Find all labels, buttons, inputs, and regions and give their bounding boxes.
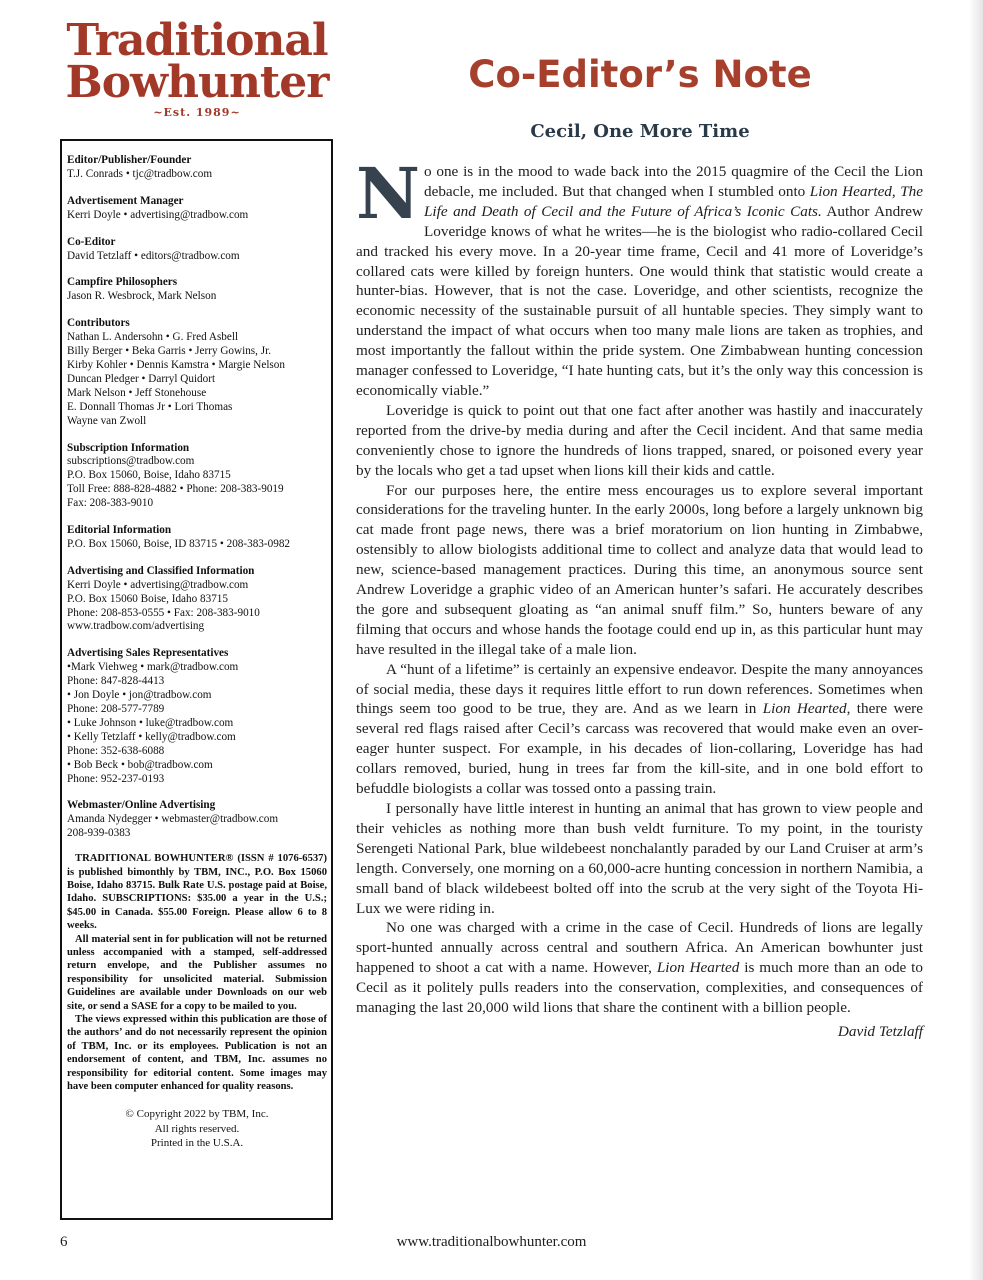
masthead-line: Nathan L. Andersohn • G. Fred Asbell: [67, 331, 239, 344]
masthead-line: Phone: 208-577-7789: [67, 703, 165, 715]
masthead-heading: Editorial Information: [67, 524, 172, 537]
masthead-line: Toll Free: 888-828-4882 • Phone: 208-383-9019: [67, 483, 284, 496]
author-signature: David Tetzlaff: [837, 1022, 923, 1040]
masthead-section: [67, 442, 327, 512]
article-paragraph: [356, 152, 923, 401]
footer-url: www.traditionalbowhunter.com: [396, 1234, 587, 1250]
masthead-section: [67, 276, 327, 304]
masthead-heading: Subscription Information: [67, 441, 190, 454]
masthead-heading: Campfire Philosophers: [67, 276, 178, 289]
masthead-heading: Advertising and Classified Information: [67, 564, 255, 577]
masthead-section: [67, 565, 327, 635]
article-paragraph: [356, 660, 923, 799]
paragraph-text: is much more than an ode to Cecil as it politely pulls readers into the conservation, complexities, and consequences of managing the last 20,000 wild lions that share the continent with a billion people.: [356, 959, 923, 1017]
masthead-heading: Editor/Publisher/Founder: [67, 154, 192, 166]
masthead-line: www.tradbow.com/advertising: [67, 620, 205, 633]
masthead-line: Mark Nelson • Jeff Stonehouse: [67, 386, 207, 399]
page-title: Co-Editor’s Note: [468, 53, 812, 96]
masthead-line: P.O. Box 15060 Boise, Idaho 83715: [67, 592, 228, 605]
masthead-section: [67, 236, 327, 264]
masthead-line: • Kelly Tetzlaff • kelly@tradbow.com: [67, 730, 236, 743]
masthead-line: David Tetzlaff • editors@tradbow.com: [67, 249, 240, 262]
page-edge-shadow: [969, 0, 983, 1280]
legal-paragraph: The views expressed within this publication are those of the authors’ and do not necessarily represent the opinion of TBM, Inc. or its employees. Publication is not an endorsement of content, and TBM, Inc. assumes no responsibility for editorial content. Some images may have been computer enhanced for quality reasons.: [67, 1014, 327, 1093]
copyright-notice: [67, 1107, 327, 1150]
masthead-line: Duncan Pledger • Darryl Quidort: [67, 372, 216, 385]
book-title: Lion Hearted: [656, 959, 740, 977]
paragraph-text: o one is in the mood to wade back into the 2015 quagmire of the Cecil the Lion debacle, me included. But that changed when I stumbled onto: [423, 163, 923, 200]
masthead-section: [67, 799, 327, 841]
paragraph-text: Author Andrew Loveridge knows of what he writes—he is the biologist who radio-collared Cecil and tracked his every move. In a 20-year time frame, Cecil and 41 more of Loveridge’s collared cats were killed by foreign hunters. One would think that statistic would create a hunter-bias. However, that is not the case. Loveridge, and other scientists, recognize the economic necessity of the sustainable pursuit of all huntable species. They simply want to understand the impact of what occurs when too many male lions are taken as trophies, and most importantly the fallout within the pride system. One Zimbabwean hunting concession manager confessed to Loveridge, “I hate hunting cats, but it’s the only way this concession is economically viable.”: [356, 202, 923, 399]
masthead-line: Kerri Doyle • advertising@tradbow.com: [67, 578, 249, 591]
article-paragraph: [356, 918, 923, 1018]
masthead-line: T.J. Conrads • tjc@tradbow.com: [67, 167, 213, 180]
masthead-section: [67, 524, 327, 552]
logo-line-1: Traditional: [66, 15, 328, 66]
article-paragraph: I personally have little interest in hunting an animal that has grown to view people and their vehicles as nothing more than bush veldt furniture. To my point, in the touristy Serengeti National Park, blue wildebeest nonchalantly paraded by our Land Cruiser at arm’s length. Conversely, one morning on a 60,000-acre hunting concession in northern Namibia, a small band of black wildebeest bolted off into the scrub at the very sight of the Toyota Hi-Lux we were riding in.: [356, 800, 923, 917]
article-paragraph: Loveridge is quick to point out that one fact after another was hastily and inaccurately reported from the drive-by media during and after the Cecil incident. And that same media conveniently chose to ignore the hundreds of lions trapped, snared, or poisoned every year by the locals who get a tad upset when lions kill their kids and cattle.: [356, 401, 923, 479]
masthead-line: subscriptions@tradbow.com: [67, 455, 195, 468]
masthead-section: [67, 195, 327, 223]
copyright-line: All rights reserved.: [154, 1122, 240, 1135]
masthead-line: • Luke Johnson • luke@tradbow.com: [67, 716, 234, 729]
masthead-line: P.O. Box 15060, Boise, ID 83715 • 208-383-0982: [67, 537, 291, 550]
masthead-heading: Co-Editor: [67, 235, 116, 248]
masthead-heading: Webmaster/Online Advertising: [67, 799, 216, 812]
masthead-heading: Advertising Sales Representatives: [67, 647, 229, 660]
masthead-line: Phone: 847-828-4413: [67, 675, 165, 688]
masthead-line: •Mark Viehweg • mark@tradbow.com: [67, 661, 239, 674]
copyright-line: Printed in the U.S.A.: [150, 1136, 244, 1149]
masthead-line: P.O. Box 15060, Boise, Idaho 83715: [67, 469, 231, 482]
legal-paragraph: TRADITIONAL BOWHUNTER® (ISSN # 1076-6537) is published bimonthly by TBM, INC., P.O. Box 15060 Boise, Idaho 83715. Bulk Rate U.S. postage paid at Boise, Idaho. SUBSCRIPTIONS: $35.00 a year in the U.S.; $45.00 in Canada. $55.00 Foreign. Please allow 6 to 8 weeks.: [67, 853, 327, 932]
masthead-line: Billy Berger • Beka Garris • Jerry Gowins, Jr.: [67, 345, 271, 358]
page-number: 6: [60, 1234, 68, 1250]
copyright-line: © Copyright 2022 by TBM, Inc.: [125, 1108, 269, 1121]
legal-paragraph: All material sent in for publication will not be returned unless accompanied with a stamped, self-addressed return envelope, and the Publisher assumes no responsibility for unsolicited material. Submission Guidelines are available under Downloads on our web site, or send a SASE for a copy to be mailed to you.: [67, 933, 327, 1012]
masthead-box: [60, 139, 333, 1220]
legal-notice: [67, 852, 327, 1093]
article-paragraph: For our purposes here, the entire mess encourages us to explore several important considerations for the traveling hunter. In the early 2000s, long before a largely unknown big cat made front page news, there was a brief moratorium on lion hunting in Zimbabwe, ostensibly to allow biologists additional time to collect and analyze data that would lead to new, science-based management practices. During this time, an anonymous source sent Andrew Loveridge a graphic video of an American hunter’s safari. He accurately describes the gore and subsequent gloating as “an animal snuff film.” So, hunters beware of any filming that occurs and whose hands the footage could end up in, as this particular hunt may have resulted in the illegal take of a male lion.: [356, 481, 923, 658]
paragraph-text: A “hunt of a lifetime” is certainly an expensive endeavor. Despite the many annoyances of social media, these days it requires little effort to run down references. Sometimes when things seem too good to be true, they are. And as we learn in: [356, 660, 923, 718]
masthead-line: Phone: 352-638-6088: [67, 744, 165, 757]
book-title: Lion Hearted: [762, 700, 847, 718]
masthead-line: Jason R. Wesbrock, Mark Nelson: [67, 290, 217, 303]
masthead-line: • Jon Doyle • jon@tradbow.com: [67, 689, 212, 702]
masthead-line: 208-939-0383: [67, 827, 131, 840]
masthead-line: Wayne van Zwoll: [67, 414, 147, 427]
drop-cap: N: [356, 152, 420, 235]
logo-established: ~Est. 1989~: [153, 106, 241, 119]
logo-line-2: Bowhunter: [65, 57, 329, 108]
magazine-logo: [58, 15, 336, 119]
paragraph-text: , there were several red flags raised after Cecil’s carcass was recovered that would make even an over-eager hunter suspect. For example, in his decades of lion-collaring, Loveridge has had collars removed, buried, hung in trees far from the kill-site, and in one bold effort to befuddle biologists a collar was tossed onto a passing train.: [356, 700, 923, 798]
article-body: [356, 152, 923, 1042]
masthead-section: [67, 154, 327, 182]
masthead-line: Amanda Nydegger • webmaster@tradbow.com: [67, 813, 279, 826]
article-subtitle: Cecil, One More Time: [530, 121, 750, 142]
masthead-line: Phone: 208-853-0555 • Fax: 208-383-9010: [67, 606, 260, 619]
masthead-heading: Contributors: [67, 317, 130, 330]
paragraph-text: No one was charged with a crime in the case of Cecil. Hundreds of lions are legally sport-hunted annually across central and southern Africa. An American bowhunter just happened to shoot a cat with a name. However,: [356, 919, 923, 977]
masthead-line: Phone: 952-237-0193: [67, 772, 165, 785]
masthead-line: • Bob Beck • bob@tradbow.com: [67, 758, 213, 771]
masthead-heading: Advertisement Manager: [67, 194, 184, 207]
book-title: Lion Hearted, The Life and Death of Cecil and the Future of Africa’s Iconic Cats.: [423, 182, 923, 220]
masthead-line: Fax: 208-383-9010: [67, 497, 154, 510]
masthead-line: E. Donnall Thomas Jr • Lori Thomas: [67, 400, 233, 413]
masthead-section: [67, 647, 327, 786]
masthead-section: [67, 317, 327, 428]
masthead-line: Kerri Doyle • advertising@tradbow.com: [67, 208, 249, 221]
masthead-sections: [67, 154, 327, 841]
masthead-line: Kirby Kohler • Dennis Kamstra • Margie Nelson: [67, 358, 285, 371]
